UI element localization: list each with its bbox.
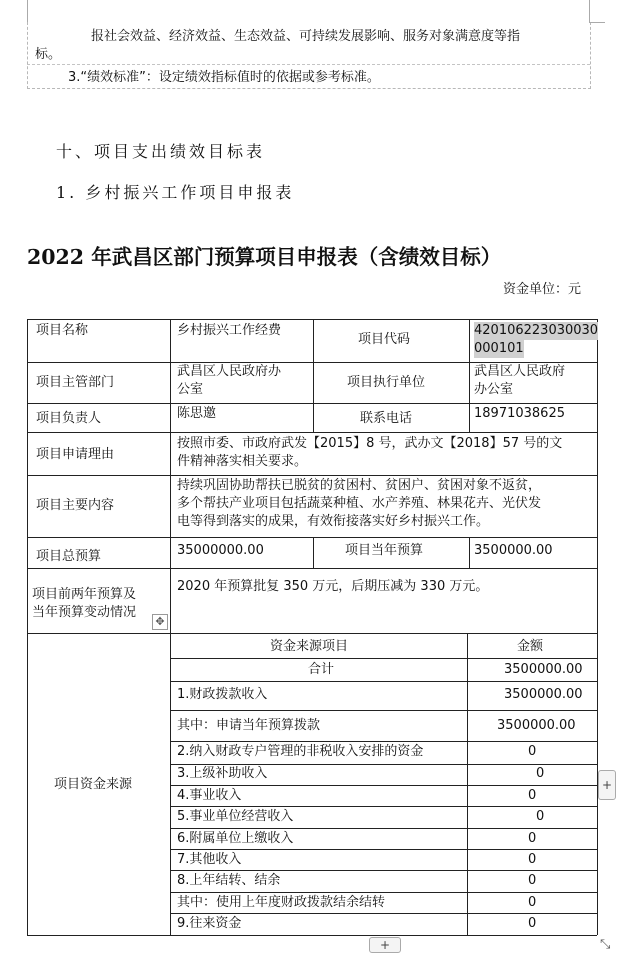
content-line-2: 多个帮扶产业项目包括蔬菜种植、水产养殖、林果花卉、光伏发 (177, 496, 542, 511)
page-corner-mark-right (589, 0, 590, 22)
col-line (170, 319, 171, 935)
prev-table-divider (27, 64, 590, 65)
funding-row-line (170, 681, 597, 682)
dept-label: 项目主管部门 (36, 375, 115, 390)
content-line-3: 电等得到落实的成果，有效衔接落实好乡村振兴工作。 (177, 514, 490, 529)
project-name-value[interactable]: 乡村振兴工作经费 (177, 323, 282, 338)
funding-row-label: 其中：申请当年预算拨款 (177, 718, 321, 733)
funding-row-label: 1.财政拨款收入 (177, 687, 268, 702)
leader-value[interactable]: 陈思邀 (177, 406, 217, 421)
section-heading: 十、项目支出绩效目标表 (56, 142, 266, 161)
row-line (27, 935, 597, 936)
funding-row-amount[interactable]: 0 (528, 916, 537, 931)
funding-row-label: 2.纳入财政专户管理的非税收入安排的资金 (177, 744, 424, 759)
content-value[interactable] (177, 477, 541, 531)
funding-row-label: 6.附属单位上缴收入 (177, 831, 294, 846)
funding-row-line (170, 913, 597, 914)
resize-handle-icon[interactable]: ⤡ (600, 937, 611, 952)
project-code-label: 项目代码 (358, 332, 411, 347)
dept-value[interactable] (177, 363, 281, 399)
funding-row-label: 5.事业单位经营收入 (177, 809, 294, 824)
reason-value[interactable] (177, 435, 562, 471)
year-budget-value[interactable]: 3500000.00 (474, 543, 553, 558)
funding-row-label: 4.事业收入 (177, 788, 242, 803)
col-line (469, 319, 470, 432)
content-label: 项目主要内容 (36, 498, 115, 513)
total-budget-value[interactable]: 35000000.00 (177, 543, 264, 558)
funding-row-line (170, 741, 597, 742)
funding-row-label: 3.上级补助收入 (177, 766, 268, 781)
leader-label: 项目负责人 (36, 411, 102, 426)
prev-text-line-2: 标。 (35, 47, 62, 62)
row-line (27, 633, 597, 634)
subsection-heading: 1. 乡村振兴工作项目申报表 (56, 183, 295, 202)
exec-value[interactable] (474, 363, 565, 399)
project-code-line-2: 000101 (474, 341, 524, 356)
change-label-line-2: 当年预算变动情况 (32, 605, 137, 620)
funding-row-line (170, 849, 597, 850)
funding-label: 项目资金来源 (54, 777, 133, 792)
funding-row-line (170, 658, 597, 659)
col-line (313, 537, 314, 568)
prev-text-line-3: 3.“绩效标准”：设定绩效指标值时的依据或参考标准。 (68, 70, 380, 85)
funding-row-amount[interactable]: 0 (528, 744, 537, 759)
col-line (313, 319, 314, 432)
prev-text-line-1: 报社会效益、经济效益、生态效益、可持续发展影响、服务对象满意度等指 (91, 29, 521, 44)
funding-row-label: 其中：使用上年度财政拨款结余结转 (177, 895, 386, 910)
add-column-button[interactable]: + (598, 770, 616, 800)
page-corner-mark-left (27, 0, 28, 22)
funding-row-amount[interactable]: 3500000.00 (504, 662, 583, 677)
funding-header-source: 资金来源项目 (270, 639, 349, 654)
content-line-1: 持续巩固协助帮扶已脱贫的贫困村、贫困户、贫困对象不返贫， (177, 478, 542, 493)
funding-row-line (170, 870, 597, 871)
col-line (467, 633, 468, 935)
row-line (27, 568, 597, 569)
currency-unit: 资金单位：元 (502, 282, 581, 297)
change-label (32, 586, 136, 622)
year-budget-label: 项目当年预算 (345, 543, 424, 558)
col-line (469, 537, 470, 568)
dept-line-2: 公室 (177, 382, 204, 397)
exec-line-2: 办公室 (474, 382, 514, 397)
funding-row-amount[interactable]: 0 (528, 895, 537, 910)
row-line (27, 432, 597, 433)
funding-row-amount[interactable]: 3500000.00 (504, 687, 583, 702)
exec-line-1: 武昌区人民政府 (474, 364, 566, 379)
funding-header-amount: 金额 (517, 639, 544, 654)
row-line (27, 319, 597, 320)
funding-row-label: 7.其他收入 (177, 852, 242, 867)
funding-row-amount[interactable]: 0 (536, 766, 545, 781)
row-line (27, 403, 597, 404)
funding-row-amount[interactable]: 3500000.00 (497, 718, 576, 733)
change-label-line-1: 项目前两年预算及 (32, 587, 137, 602)
funding-row-amount[interactable]: 0 (528, 788, 537, 803)
row-line (27, 537, 597, 538)
change-value[interactable]: 2020 年预算批复 350 万元，后期压减为 330 万元。 (177, 579, 489, 594)
funding-row-label: 9.往来资金 (177, 916, 242, 931)
phone-value[interactable]: 18971038625 (474, 406, 565, 421)
move-handle-icon[interactable]: ✥ (152, 614, 168, 630)
reason-line-1: 按照市委、市政府武发【2015】8 号，武办文【2018】57 号的文 (177, 436, 563, 451)
project-name-label: 项目名称 (36, 323, 89, 338)
funding-row-amount[interactable]: 0 (536, 809, 545, 824)
funding-row-line (170, 710, 597, 711)
dept-line-1: 武昌区人民政府办 (177, 364, 282, 379)
project-code-line-1: 420106223030030 (474, 323, 599, 338)
funding-row-line (170, 892, 597, 893)
exec-label: 项目执行单位 (347, 375, 426, 390)
funding-row-line (170, 828, 597, 829)
funding-row-amount[interactable]: 0 (528, 852, 537, 867)
add-row-button[interactable]: + (369, 937, 401, 953)
phone-label: 联系电话 (360, 411, 413, 426)
funding-row-label: 8.上年结转、结余 (177, 873, 281, 888)
page-corner-mark-right-h (589, 22, 605, 23)
funding-row-label: 合计 (308, 662, 335, 677)
funding-row-line (170, 785, 597, 786)
project-code-value[interactable] (474, 322, 598, 358)
col-line (597, 319, 598, 935)
funding-row-amount[interactable]: 0 (528, 831, 537, 846)
total-budget-label: 项目总预算 (36, 549, 102, 564)
form-title: 2022 年武昌区部门预算项目申报表（含绩效目标） (27, 245, 502, 269)
funding-row-amount[interactable]: 0 (528, 873, 537, 888)
col-line (27, 319, 28, 935)
reason-label: 项目申请理由 (36, 447, 115, 462)
reason-line-2: 件精神落实相关要求。 (177, 454, 308, 469)
row-line (27, 475, 597, 476)
funding-row-line (170, 806, 597, 807)
